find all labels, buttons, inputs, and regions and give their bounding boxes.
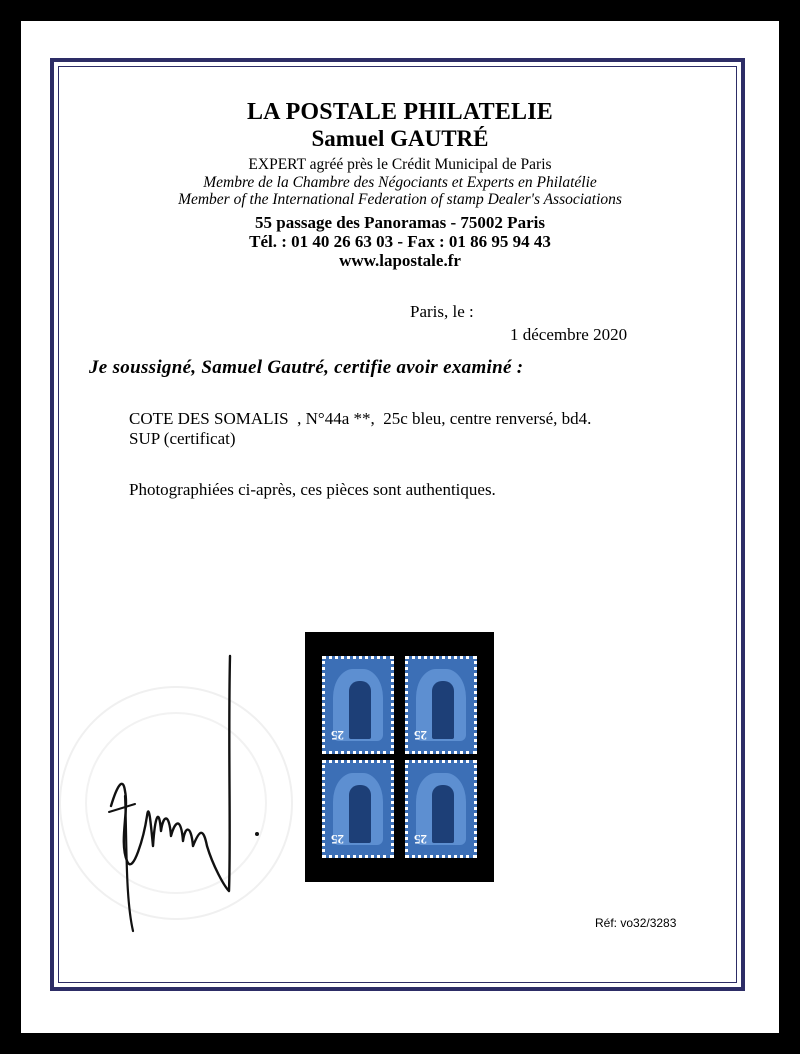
- expert-signature: [89, 636, 289, 936]
- certificate-date: 1 décembre 2020: [510, 325, 628, 344]
- certificate-sheet: [21, 21, 779, 1033]
- website-url: www.lapostale.fr: [339, 251, 461, 270]
- stamp-value: 25: [331, 832, 344, 847]
- contact-phone-fax: Tél. : 01 40 26 63 03 - Fax : 01 86 95 94 43: [249, 232, 551, 251]
- stamp-value: 25: [414, 728, 427, 743]
- authenticity-statement: Photographiées ci-après, ces pièces sont authentiques.: [129, 480, 496, 499]
- company-name: LA POSTALE PHILATELIE: [246, 99, 554, 125]
- stamp-top-left: [322, 656, 394, 754]
- expert-prefix: EXPERT: [248, 156, 306, 173]
- stamp-top-right: [405, 656, 477, 754]
- item-description: COTE DES SOMALIS , N°44a **, 25c bleu, centre renversé, bd4.: [129, 409, 592, 428]
- certificate-place: Paris, le :: [410, 302, 474, 321]
- stamp-block-of-four: [305, 632, 494, 882]
- expert-accreditation: [21, 156, 779, 174]
- expert-accreditation-text: agréé près le Crédit Municipal de Paris: [305, 156, 552, 173]
- item-grade: SUP (certificat): [129, 429, 236, 448]
- stamp-value: 25: [331, 728, 344, 743]
- business-address: 55 passage des Panoramas - 75002 Paris: [255, 213, 545, 232]
- membership-french: Membre de la Chambre des Négociants et Experts en Philatélie: [203, 174, 597, 191]
- expert-name: Samuel GAUTRÉ: [311, 126, 489, 151]
- membership-english: Member of the International Federation of stamp Dealer's Associations: [178, 191, 622, 208]
- certification-statement: Je soussigné, Samuel Gautré, certifie avoir examiné :: [89, 357, 524, 378]
- stamp-bottom-left: [322, 760, 394, 858]
- certificate-reference: Réf: vo32/3283: [595, 916, 677, 930]
- stamp-value: 25: [414, 832, 427, 847]
- stamp-bottom-right: [405, 760, 477, 858]
